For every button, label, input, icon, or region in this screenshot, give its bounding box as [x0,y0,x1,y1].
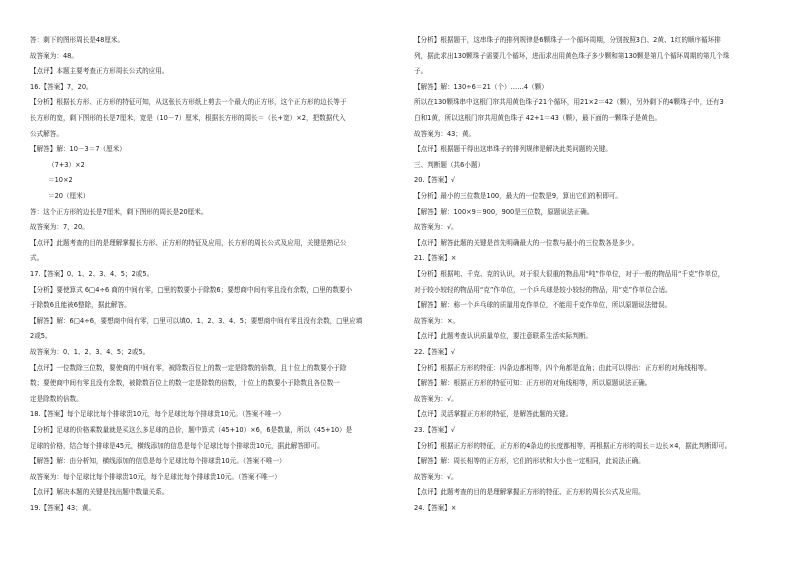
text-line: 故答案为：√。 [414,223,458,232]
text-line: 【点评】灵活掌握正方形的特征，是解答此题的关键。 [414,410,573,419]
text-line: ＝10×2 [48,176,73,185]
text-line: 24.【答案】× [414,504,457,512]
text-line: 2或5。 [30,332,52,341]
text-line: 对于较小较轻的物品用“克”作单位，一个乒乓球是较小较轻的物品，用“克”作单位合适。 [414,285,672,294]
text-line: 【解答】解：130÷6＝21（个）……4（颗） [414,82,548,91]
text-line: 18.【答案】每个足球比每个排球贵10元，每个足球比每个排球贵10元。（答案不唯一） [30,410,285,419]
text-line: 故答案为：×。 [414,316,460,325]
text-line: 故答案为：7，20。 [30,223,89,232]
text-line: 答：剩下的图形周长是48厘米。 [30,36,125,44]
text-line: 【点评】解答此题的关键是首先明确最大的一位数与最小的三位数各是多少。 [414,238,639,247]
text-line: 【点评】此题考查认识质量单位，要注意联系生活实际判断。 [414,332,593,341]
text-line: 【分析】根据正方形的特征：四条边都相等，四个角都是直角；由此可以得出：正方形的对角线相等。 [414,363,711,372]
text-line: 子。 [414,67,428,76]
text-line: 23.【答案】√ [414,426,456,434]
text-line: 【点评】本题主要考查正方形周长公式的应用。 [30,67,169,76]
text-line: 17.【答案】0、1、2、3、4、5；2或5。 [30,270,154,278]
text-line: 【点评】一位数除三位数，要使商的中间有零，被除数百位上的数一定是除数的倍数，且十位上的数要小于除 [30,363,347,372]
text-line: 【分析】根据吨、千克、克的认识，对于很大很重的物品用“吨”作单位，对于一般的物品用“千克”作单位， [414,270,725,278]
text-line: ＝20（厘米） [48,192,90,200]
text-line: 【解答】解：周长相等的正方形，它们的形状和大小也一定相同，此说法正确。 [414,457,645,466]
text-line: 足球的价格，结合每个排球是45元，横线添加的信息是每个足球比每个排球贵10元，据此解答即可。 [30,441,324,450]
text-line: 式。 [30,254,44,263]
text-line: 定是除数的倍数。 [30,394,83,403]
text-line: 【分析】根据正方形的特征，正方形的4条边的长度都相等，再根据正方形的周长＝边长×4，据此判断即可。 [414,441,732,450]
text-line: 【分析】根据题干，这串珠子的排列规律是6颗珠子一个循环周期，分别按照3白、2黄、1红的顺序循环排 [414,36,721,44]
text-line: 【分析】要使算式 6□4÷6 商的中间有零，□里的数要小于除数6；要想商中间有零且没有余数，□里的数要小 [30,285,353,294]
text-line: 数；要使商中间有零且没有余数，被除数百位上的数一定是除数的倍数，十位上的数要小于除数且各位数一 [30,379,340,388]
text-line: 【点评】此题考查的目的是理解掌握长方形、正方形的特征及应用，长方形的周长公式及应用，关键是熟记公 [30,238,347,247]
text-line: 22.【答案】√ [414,348,456,356]
text-line: 答：这个正方形的边长是7厘米，剩下图形的周长是20厘米。 [30,207,208,216]
text-line: 【点评】此题考查的目的是理解掌握正方形的特征、正方形的周长公式及应用。 [414,488,645,497]
text-line: 【分析】根据长方形、正方形的特征可知，从这张长方形纸上剪去一个最大的正方形，这个正方形的边长等于 [30,98,347,107]
text-line: 【分析】足球的价格乘数量就是买这么多足球的总价，题中算式（45+10）×6，6是数量，所以（45+10）是 [30,426,353,434]
text-line: 三、判断题（共6小题） [414,160,485,169]
text-line: 所以在130颗珠串中这根门帘共用黄色珠子21个循环，用21×2＝42（颗），另外剩下的4颗珠子中，还有3 [414,98,724,107]
text-line: 【分析】最小的三位数是100，最大的一位数是9，算出它们的积即可。 [414,192,622,200]
text-line: 故答案为：√。 [414,394,458,403]
text-line: 【解答】解：由分析知，横线添加的信息是每个足球比每个排球贵10元。（答案不唯一） [30,457,286,466]
text-line: 【点评】解决本题的关键是找出题中数量关系。 [30,488,169,497]
text-line: 16.【答案】7，20。 [30,82,93,91]
text-line: 长方形的宽，剩下图形的长是7厘米，宽是（10－7）厘米，根据长方形的周长＝（长+宽）×2，把数据代入 [30,114,346,122]
text-line: 于除数6且能被6整除，据此解答。 [30,301,131,310]
text-line: 【解答】解：100×9＝900，900是三位数，原题说法正确。 [414,207,594,216]
text-line: 公式解答。 [30,129,63,138]
text-line: 19.【答案】43；黄。 [30,504,96,512]
text-line: 列，据此求出130颗珠子需要几个循环，进而求出用黄色珠子多少颗和第130颗是第几个循环周期的第几个珠 [414,51,730,60]
text-line: 【解答】解：根据正方形的特征可知：正方形的对角线相等，所以原题说法正确。 [414,379,652,388]
text-line: 故答案为：43；黄。 [414,129,476,138]
text-line: 故答案为：√。 [414,472,458,481]
text-line: 白和1黄，所以这根门帘共用黄色珠子 42+1＝43（颗），最下面的一颗珠子是黄色。 [414,114,662,122]
text-line: 故答案为：每个足球比每个排球贵10元，每个足球比每个排球贵10元。（答案不唯一） [30,472,281,481]
text-line: 【解答】解：6□4÷6，要想商中间有零，□里可以填0、1、2、3、4、5；要想商中间有零且没有余数，□里应填 [30,316,363,325]
text-line: 21.【答案】× [414,254,457,263]
text-line: 【解答】解：10－3＝7（厘米） [30,145,126,154]
text-line: 【解答】解：称一个乒乓球的质量用克作单位，不能用千克作单位，所以原题说法错误。 [414,301,672,310]
text-line: （7+3）×2 [48,160,85,169]
text-line: 【点评】根据题干得出这串珠子的排列规律是解决此类问题的关键。 [414,145,612,154]
text-line: 故答案为：48。 [30,51,78,60]
text-line: 20.【答案】√ [414,176,456,185]
text-line: 故答案为：0、1、2、3、4、5；2或5。 [30,348,150,356]
